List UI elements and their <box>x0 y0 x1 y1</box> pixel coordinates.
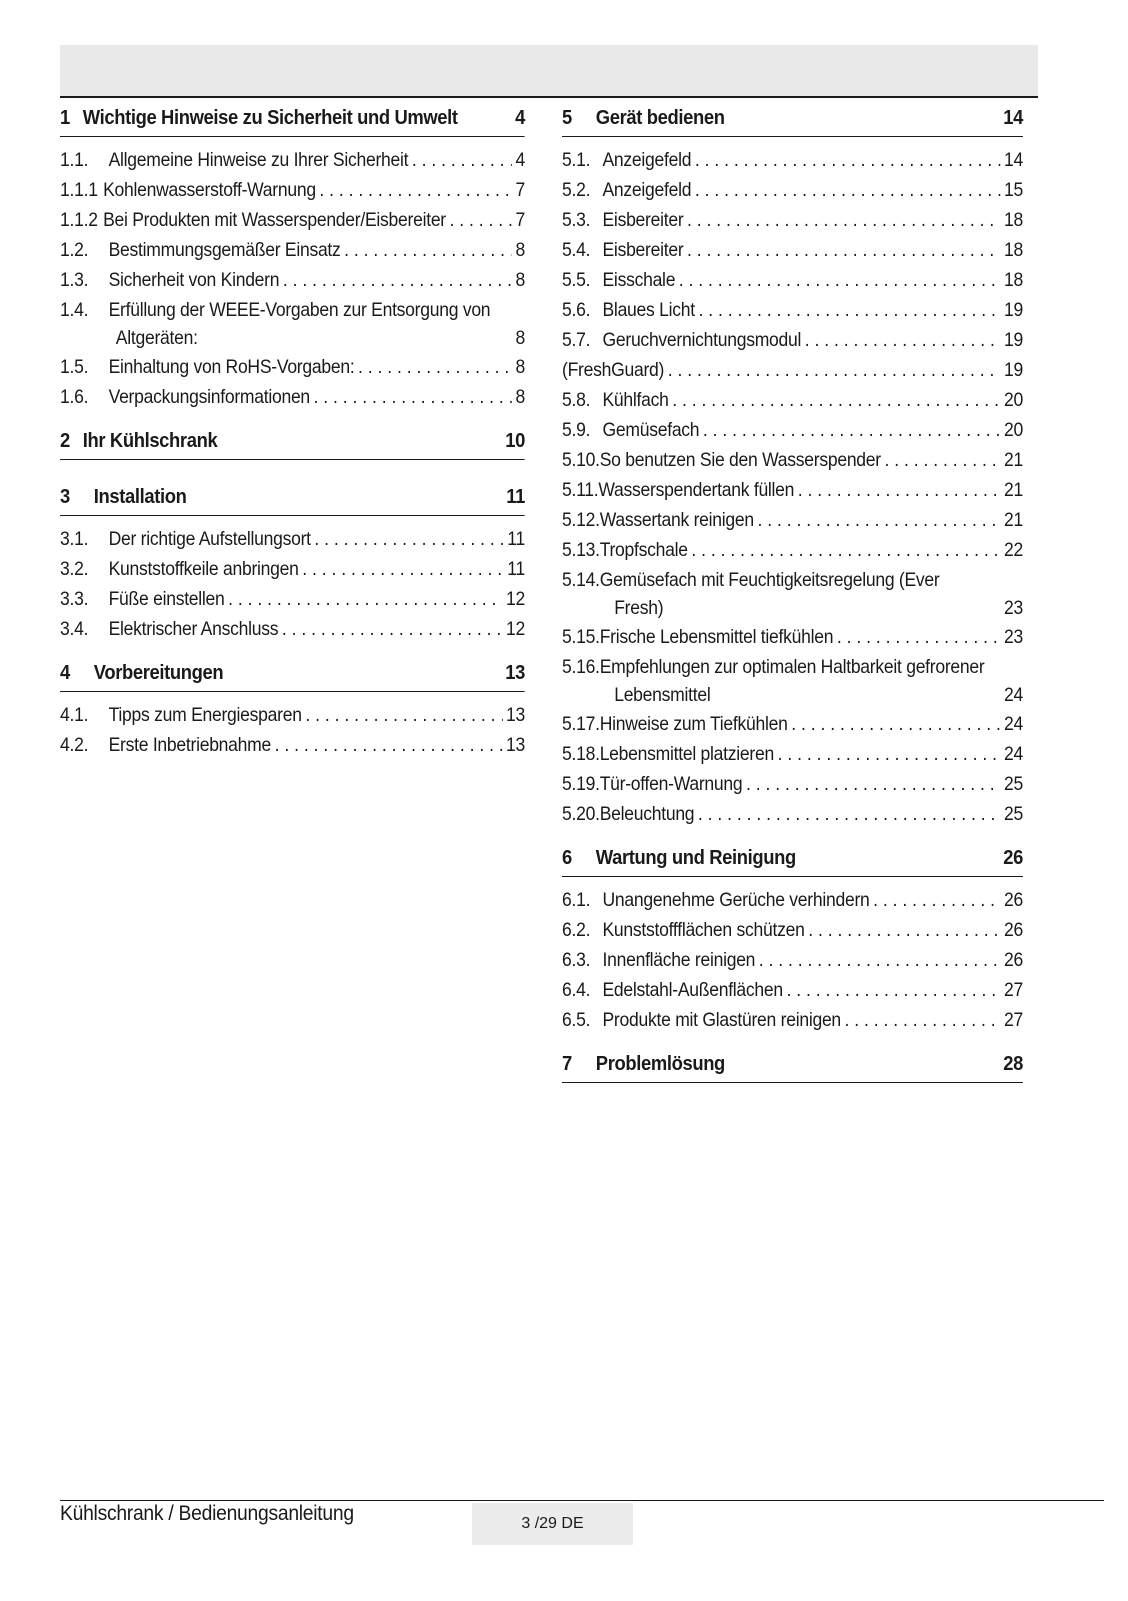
entry-title: Tür-offen-Warnung <box>599 773 743 795</box>
entry-title-continued: Altgeräten: <box>115 327 198 349</box>
entry-number: 1.2. <box>60 239 89 261</box>
section-number: 3 <box>60 486 70 508</box>
entry-title: Einhaltung von RoHS-Vorgaben: <box>108 356 355 378</box>
entry-number: 6.5. <box>562 1009 591 1031</box>
entry-page: 15 <box>1003 179 1023 201</box>
entry-number: 3.3. <box>60 588 89 610</box>
entry-title: Empfehlungen zur optimalen Haltbarkeit gefrorener <box>599 656 985 678</box>
entry-page: 11 <box>507 558 525 580</box>
entry-title-continued: Lebensmittel <box>614 684 711 706</box>
toc-section-2[interactable] <box>60 430 525 460</box>
entry-title: Wassertank reinigen <box>599 509 754 531</box>
entry-number: 5.11. <box>562 479 599 501</box>
toc-entry[interactable] <box>562 739 1023 769</box>
entry-page: 24 <box>1003 684 1023 706</box>
entry-number: 5.4. <box>562 239 591 261</box>
entry-title-continued: Fresh) <box>614 597 664 619</box>
toc-left-column <box>60 107 525 778</box>
entry-title: Kunststoffkeile anbringen <box>108 558 299 580</box>
entry-title: (FreshGuard) <box>562 359 665 381</box>
toc-entry[interactable] <box>60 730 525 760</box>
entry-title: Blaues Licht <box>602 299 695 321</box>
entry-title: Elektrischer Anschluss <box>108 618 279 640</box>
toc-section-7[interactable] <box>562 1053 1023 1083</box>
entry-number: 5.12. <box>562 509 600 531</box>
toc-entry[interactable] <box>562 769 1023 799</box>
entry-page: 26 <box>1003 889 1023 911</box>
entry-number: 5.1. <box>562 149 591 171</box>
entry-title: Produkte mit Glastüren reinigen <box>602 1009 841 1031</box>
entry-page: 21 <box>1003 479 1023 501</box>
entry-title: Anzeigefeld <box>602 179 692 201</box>
entry-page: 19 <box>1003 329 1023 351</box>
entry-page: 22 <box>1003 539 1023 561</box>
toc-section-5[interactable] <box>562 107 1023 137</box>
toc-entry[interactable] <box>562 709 1023 739</box>
toc-entry[interactable] <box>562 885 1023 915</box>
entry-page: 21 <box>1003 509 1023 531</box>
section-page: 11 <box>506 486 526 508</box>
section-page: 14 <box>1003 107 1024 129</box>
entry-number: 3.1. <box>60 528 89 550</box>
entry-title: Anzeigefeld <box>602 149 692 171</box>
toc-entry-continuation[interactable] <box>60 325 525 352</box>
entry-title: Erfüllung der WEEE-Vorgaben zur Entsorgung von <box>108 299 491 321</box>
section-title: Wichtige Hinweise zu Sicherheit und Umwelt <box>82 107 458 129</box>
footer-page-number: 3 /29 DE <box>472 1503 633 1545</box>
section-number: 5 <box>562 107 572 129</box>
entry-number: 5.6. <box>562 299 591 321</box>
entry-title: Innenfläche reinigen <box>602 949 756 971</box>
entry-page: 13 <box>505 704 525 726</box>
toc-entry[interactable] <box>562 355 1023 385</box>
entry-page: 21 <box>1003 449 1023 471</box>
entry-number: 5.9. <box>562 419 591 441</box>
section-page: 10 <box>505 430 526 452</box>
entry-page: 19 <box>1003 359 1023 381</box>
toc-section-1-items <box>60 145 525 412</box>
entry-title: Gemüsefach mit Feuchtigkeitsregelung (Ever <box>599 569 940 591</box>
section-number: 2 <box>60 430 70 452</box>
entry-title: Gemüsefach <box>602 419 700 441</box>
entry-title: Beleuchtung <box>599 803 695 825</box>
toc-section-3[interactable] <box>60 486 525 516</box>
toc-entry[interactable] <box>60 584 525 614</box>
entry-number: 1.1.2 <box>60 209 98 231</box>
entry-title: Kohlenwasserstoff-Warnung <box>103 179 316 201</box>
toc-entry[interactable] <box>562 415 1023 445</box>
entry-title: So benutzen Sie den Wasserspender <box>599 449 881 471</box>
entry-page: 26 <box>1003 949 1023 971</box>
toc-section-6-items <box>562 885 1023 1035</box>
section-title: Problemlösung <box>595 1053 725 1075</box>
entry-page: 7 <box>515 209 525 231</box>
entry-number: 5.8. <box>562 389 591 411</box>
entry-number: 6.4. <box>562 979 591 1001</box>
toc-entry[interactable] <box>562 975 1023 1005</box>
toc-entry[interactable] <box>562 385 1023 415</box>
section-number: 6 <box>562 847 572 869</box>
section-page: 28 <box>1003 1053 1024 1075</box>
entry-title: Eisbereiter <box>602 209 684 231</box>
toc-entry[interactable] <box>562 505 1023 535</box>
toc-entry-continuation[interactable] <box>562 682 1023 709</box>
toc-section-6[interactable] <box>562 847 1023 877</box>
entry-number: 6.2. <box>562 919 591 941</box>
toc-entry-continuation[interactable] <box>562 595 1023 622</box>
toc-section-4[interactable] <box>60 662 525 692</box>
toc-section-4-items <box>60 700 525 760</box>
entry-title: Frische Lebensmittel tiefkühlen <box>599 626 834 648</box>
entry-number: 5.18. <box>562 743 600 765</box>
entry-number: 5.13. <box>562 539 600 561</box>
toc-section-1[interactable] <box>60 107 525 137</box>
section-page: 4 <box>515 107 526 129</box>
entry-title: Tropfschale <box>599 539 688 561</box>
entry-number: 5.15. <box>562 626 600 648</box>
entry-number: 1.1. <box>60 149 89 171</box>
toc-entry[interactable] <box>562 799 1023 829</box>
entry-number: 5.2. <box>562 179 591 201</box>
entry-number: 1.4. <box>60 299 89 321</box>
toc-entry[interactable] <box>60 700 525 730</box>
entry-number: 5.19. <box>562 773 600 795</box>
footer-rule <box>60 1500 1104 1501</box>
footer-title: Kühlschrank / Bedienungsanleitung <box>60 1502 354 1525</box>
entry-number: 4.1. <box>60 704 89 726</box>
toc-entry[interactable] <box>562 945 1023 975</box>
toc-entry[interactable] <box>60 295 525 325</box>
entry-number: 5.17. <box>562 713 600 735</box>
entry-title: Sicherheit von Kindern <box>108 269 280 291</box>
entry-page: 8 <box>515 356 525 378</box>
toc-section-5-items <box>562 145 1023 829</box>
entry-title: Bei Produkten mit Wasserspender/Eisbereiter <box>103 209 446 231</box>
entry-title: Unangenehme Gerüche verhindern <box>602 889 870 911</box>
toc-entry[interactable] <box>60 205 525 235</box>
entry-page: 12 <box>505 588 525 610</box>
entry-number: 1.6. <box>60 386 89 408</box>
toc-entry[interactable] <box>562 265 1023 295</box>
entry-page: 19 <box>1003 299 1023 321</box>
entry-page: 18 <box>1003 239 1023 261</box>
entry-page: 8 <box>515 239 525 261</box>
entry-page: 20 <box>1003 419 1023 441</box>
header-band <box>60 45 1038 98</box>
entry-title: Allgemeine Hinweise zu Ihrer Sicherheit <box>108 149 409 171</box>
entry-title: Verpackungsinformationen <box>108 386 310 408</box>
entry-page: 26 <box>1003 919 1023 941</box>
toc-entry[interactable] <box>562 205 1023 235</box>
section-number: 1 <box>60 107 70 129</box>
toc-entry[interactable] <box>562 1005 1023 1035</box>
entry-page: 25 <box>1003 803 1023 825</box>
entry-page: 18 <box>1003 269 1023 291</box>
entry-title: Füße einstellen <box>108 588 225 610</box>
entry-number: 5.20. <box>562 803 600 825</box>
toc-entry[interactable] <box>562 445 1023 475</box>
entry-page: 25 <box>1003 773 1023 795</box>
entry-page: 11 <box>507 528 525 550</box>
entry-number: 5.10. <box>562 449 600 471</box>
entry-number: 3.4. <box>60 618 89 640</box>
toc-entry[interactable] <box>60 175 525 205</box>
section-title: Gerät bedienen <box>595 107 725 129</box>
entry-title: Lebensmittel platzieren <box>599 743 774 765</box>
section-number: 7 <box>562 1053 572 1075</box>
entry-title: Geruchvernichtungsmodul <box>602 329 802 351</box>
entry-page: 8 <box>515 327 525 349</box>
toc-entry[interactable] <box>562 325 1023 355</box>
toc-entry[interactable] <box>60 352 525 382</box>
entry-title: Kühlfach <box>602 389 669 411</box>
entry-title: Tipps zum Energiesparen <box>108 704 302 726</box>
entry-title: Edelstahl-Außenflächen <box>602 979 783 1001</box>
section-page: 26 <box>1003 847 1024 869</box>
entry-page: 14 <box>1003 149 1023 171</box>
entry-number: 4.2. <box>60 734 89 756</box>
entry-page: 7 <box>515 179 525 201</box>
toc-entry[interactable] <box>562 565 1023 595</box>
section-number: 4 <box>60 662 70 684</box>
entry-page: 24 <box>1003 713 1023 735</box>
entry-page: 12 <box>505 618 525 640</box>
entry-page: 24 <box>1003 743 1023 765</box>
entry-title: Hinweise zum Tiefkühlen <box>599 713 788 735</box>
entry-number: 5.3. <box>562 209 591 231</box>
entry-number: 1.3. <box>60 269 89 291</box>
toc-entry[interactable] <box>60 382 525 412</box>
toc-entry[interactable] <box>562 295 1023 325</box>
entry-title: Erste Inbetriebnahme <box>108 734 272 756</box>
toc-entry[interactable] <box>562 235 1023 265</box>
entry-number: 6.3. <box>562 949 591 971</box>
entry-page: 4 <box>515 149 525 171</box>
entry-title: Kunststoffflächen schützen <box>602 919 805 941</box>
toc-entry[interactable] <box>562 475 1023 505</box>
toc-entry[interactable] <box>562 622 1023 652</box>
entry-page: 23 <box>1003 626 1023 648</box>
section-title: Installation <box>93 486 187 508</box>
entry-page: 27 <box>1003 1009 1023 1031</box>
entry-title: Der richtige Aufstellungsort <box>108 528 311 550</box>
toc-right-column <box>562 107 1023 1091</box>
entry-number: 5.7. <box>562 329 591 351</box>
entry-number: 6.1. <box>562 889 591 911</box>
entry-number: 5.14. <box>562 569 600 591</box>
entry-number: 1.1.1 <box>60 179 98 201</box>
toc-entry[interactable] <box>60 265 525 295</box>
entry-number: 5.16. <box>562 656 600 678</box>
entry-title: Bestimmungsgemäßer Einsatz <box>108 239 341 261</box>
toc-entry[interactable] <box>562 535 1023 565</box>
toc-entry[interactable] <box>60 145 525 175</box>
toc-entry[interactable] <box>60 524 525 554</box>
toc-entry[interactable] <box>562 915 1023 945</box>
entry-page: 8 <box>515 269 525 291</box>
section-page: 13 <box>505 662 526 684</box>
toc-entry[interactable] <box>60 614 525 644</box>
entry-page: 18 <box>1003 209 1023 231</box>
entry-page: 13 <box>505 734 525 756</box>
toc-entry[interactable] <box>562 652 1023 682</box>
entry-page: 23 <box>1003 597 1023 619</box>
toc-entry[interactable] <box>60 554 525 584</box>
toc-entry[interactable] <box>562 145 1023 175</box>
entry-page: 20 <box>1003 389 1023 411</box>
entry-number: 3.2. <box>60 558 89 580</box>
toc-entry[interactable] <box>60 235 525 265</box>
entry-number: 5.5. <box>562 269 591 291</box>
section-title: Vorbereitungen <box>93 662 224 684</box>
section-title: Wartung und Reinigung <box>595 847 796 869</box>
entry-title: Eisbereiter <box>602 239 684 261</box>
section-title: Ihr Kühlschrank <box>82 430 218 452</box>
toc-section-3-items <box>60 524 525 644</box>
entry-title: Eisschale <box>602 269 676 291</box>
entry-number: 1.5. <box>60 356 89 378</box>
toc-entry[interactable] <box>562 175 1023 205</box>
entry-title: Wasserspendertank füllen <box>598 479 795 501</box>
entry-page: 27 <box>1003 979 1023 1001</box>
entry-page: 8 <box>515 386 525 408</box>
